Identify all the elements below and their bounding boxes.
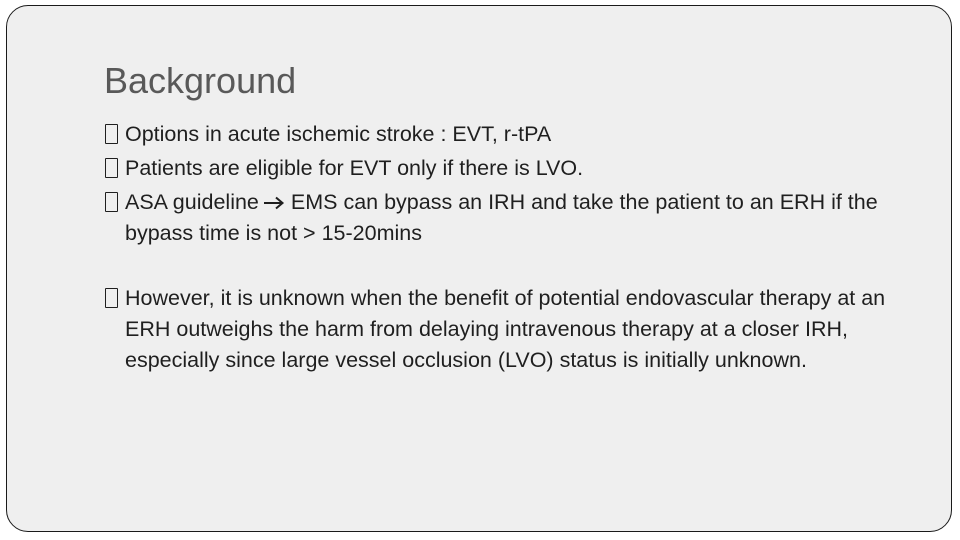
bullet-item [105, 283, 905, 376]
box-bullet-icon [105, 124, 118, 144]
bullet-text-after-arrow: EMS can bypass an IRH and take the patient to an ERH if the bypass time is not > 15-20mins [125, 190, 878, 245]
bullet-list [105, 119, 905, 376]
bullet-item [105, 153, 905, 184]
bullet-text: Options in acute ischemic stroke : EVT, r-tPA [125, 122, 552, 146]
right-arrow-icon [263, 196, 285, 210]
bullet-item [105, 119, 905, 150]
bullet-item [105, 187, 905, 249]
box-bullet-icon [105, 288, 118, 308]
box-bullet-icon [105, 192, 118, 212]
bullet-text: However, it is unknown when the benefit of potential endovascular therapy at an ERH outweighs the harm from delaying intravenous therapy at a closer IRH, especially since large vessel occlusion (LVO) status is initially unknown. [125, 286, 886, 372]
box-bullet-icon [105, 158, 118, 178]
slide-title: Background [104, 60, 297, 101]
bullet-text-before-arrow: ASA guideline [125, 190, 259, 214]
bullet-text: Patients are eligible for EVT only if there is LVO. [125, 156, 584, 180]
